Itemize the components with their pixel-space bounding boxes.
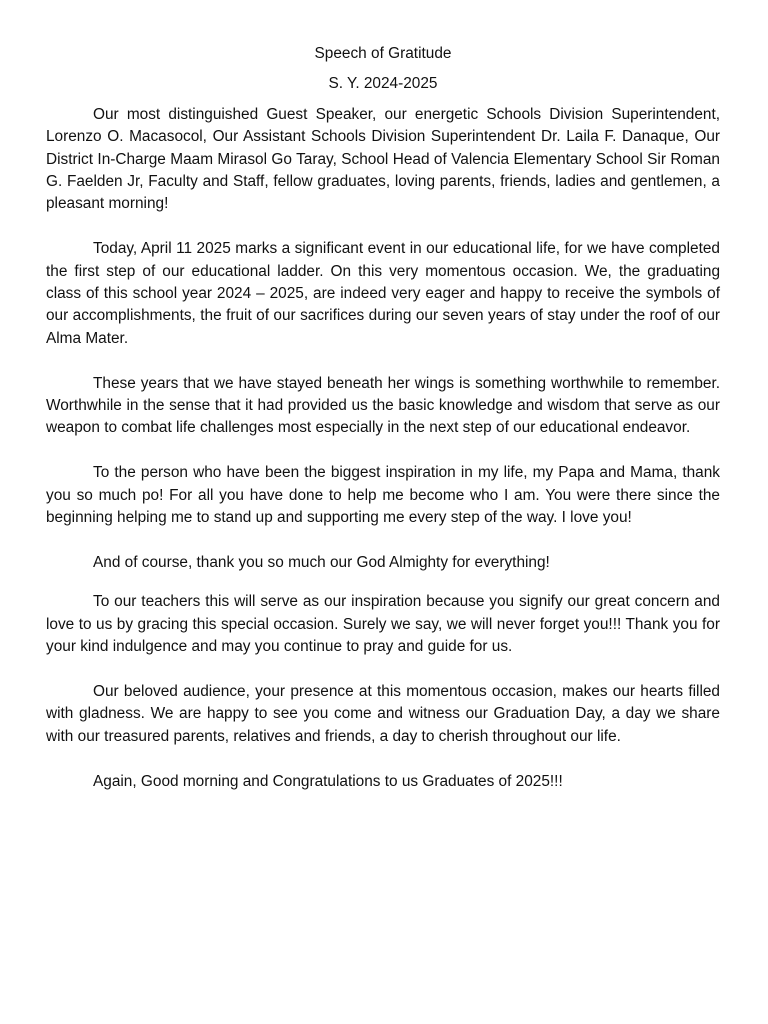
paragraph-greeting: Our most distinguished Guest Speaker, our energetic Schools Division Superintendent, Lorenzo O. Macasocol, Our Assistant Schools Division Superintendent Dr. Laila F. Danaque, Our District In-Charge Maam Mirasol Go Taray, School Head of Valencia Elementary School Sir Roman G. Faelden Jr, Faculty and Staff, fellow graduates, loving parents, friends, ladies and gentlemen, a pleasant morning! — [46, 105, 720, 213]
document-title: Speech of Gratitude — [314, 45, 452, 62]
paragraph-closing: Again, Good morning and Congratulations to us Graduates of 2025!!! — [93, 772, 563, 790]
paragraph-god: And of course, thank you so much our God Almighty for everything! — [93, 553, 550, 571]
paragraph-significance: Today, April 11 2025 marks a significant event in our educational life, for we have completed the first step of our educational ladder. On this very momentous occasion. We, the graduating class of this school year 2024 – 2025, are indeed very eager and happy to receive the symbols of our accomplishments, the fruit of our sacrifices during our seven years of stay under the roof of our Alma Mater. — [46, 240, 720, 347]
school-year: S. Y. 2024-2025 — [328, 75, 438, 93]
paragraph-teachers: To our teachers this will serve as our inspiration because you signify our great concern and love to us by gracing this special occasion. Surely we say, we will never forget you!!! Thank you for your kind indulgence and may you continue to pray and guide for us. — [46, 593, 720, 656]
paragraph-audience: Our beloved audience, your presence at this momentous occasion, makes our hearts filled with gladness. We are happy to see you come and witness our Graduation Day, a day we share with our treasured parents, relatives and friends, a day to cherish throughout our life. — [46, 682, 720, 745]
paragraph-alma-mater: These years that we have stayed beneath her wings is something worthwhile to remember. Worthwhile in the sense that it had provided us the basic knowledge and wisdom that serve as our weapon to combat life challenges most especially in the next step of our educational endeavor. — [46, 374, 720, 437]
paragraph-parents: To the person who have been the biggest inspiration in my life, my Papa and Mama, thank you so much po! For all you have done to help me become who I am. You were there since the beginning helping me to stand up and supporting me every step of the way. I love you! — [46, 464, 720, 527]
